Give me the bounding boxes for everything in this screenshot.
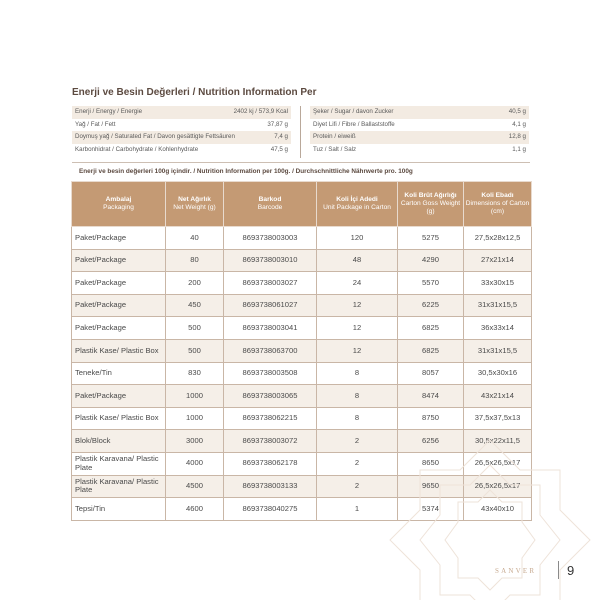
nutrition-row: Şeker / Sugar / davon Zucker 40,5 g: [310, 106, 529, 119]
cell-barcode: 8693738003508: [224, 362, 317, 385]
nutrition-table-left: [72, 106, 291, 156]
table-row: [72, 339, 532, 362]
table-row: [72, 385, 532, 408]
cell-barcode: 8693738063700: [224, 339, 317, 362]
cell-dimensions: 26,5x26,5x17: [464, 475, 532, 498]
cell-carton-weight: 6825: [398, 339, 464, 362]
cell-barcode: 8693738061027: [224, 294, 317, 317]
page-title: Enerji ve Besin Değerleri / Nutrition Information Per: [72, 87, 317, 98]
cell-packaging: Plastik Karavana/ Plastic Plate: [72, 452, 166, 475]
column-header-weight: Net Ağırlık Net Weight (g): [166, 182, 224, 227]
cell-packaging: Paket/Package: [72, 385, 166, 408]
cell-packaging: Paket/Package: [72, 272, 166, 295]
cell-barcode: 8693738003027: [224, 272, 317, 295]
cell-packaging: Paket/Package: [72, 294, 166, 317]
cell-packaging: Teneke/Tin: [72, 362, 166, 385]
cell-carton-weight: 8474: [398, 385, 464, 408]
cell-packaging: Tepsi/Tin: [72, 498, 166, 521]
cell-weight: 4500: [166, 475, 224, 498]
cell-units: 24: [317, 272, 398, 295]
table-row: [72, 227, 532, 250]
cell-dimensions: 26,5x26,5x17: [464, 452, 532, 475]
cell-weight: 3000: [166, 430, 224, 453]
cell-dimensions: 30,5x22x11,5: [464, 430, 532, 453]
table-row: [72, 362, 532, 385]
cell-packaging: Paket/Package: [72, 317, 166, 340]
table-row: [72, 294, 532, 317]
column-header-dimensions: Koli Ebadı Dimensions of Carton (cm): [464, 182, 532, 227]
nutrition-row: Diyet Lifi / Fibre / Ballaststoffe 4,1 g: [310, 119, 529, 132]
cell-carton-weight: 8750: [398, 407, 464, 430]
column-header-units: Koli İçi Adedi Unit Package in Carton: [317, 182, 398, 227]
cell-barcode: 8693738003133: [224, 475, 317, 498]
cell-barcode: 8693738003003: [224, 227, 317, 250]
cell-units: 12: [317, 294, 398, 317]
cell-dimensions: 31x31x15,5: [464, 294, 532, 317]
nutrition-note: Enerji ve besin değerleri 100g içindir. / Nutrition Information per 100g. / Durchschnittliche Nährwerte pro. 100g: [79, 168, 413, 175]
cell-weight: 200: [166, 272, 224, 295]
cell-dimensions: 37,5x37,5x13: [464, 407, 532, 430]
cell-carton-weight: 8057: [398, 362, 464, 385]
cell-dimensions: 43x40x10: [464, 498, 532, 521]
cell-units: 8: [317, 385, 398, 408]
cell-packaging: Plastik Karavana/ Plastic Plate: [72, 475, 166, 498]
section-divider: [72, 162, 530, 163]
footer-divider: [558, 561, 559, 579]
cell-packaging: Paket/Package: [72, 249, 166, 272]
cell-barcode: 8693738003041: [224, 317, 317, 340]
cell-dimensions: 27,5x28x12,5: [464, 227, 532, 250]
cell-packaging: Plastik Kase/ Plastic Box: [72, 339, 166, 362]
cell-weight: 1000: [166, 385, 224, 408]
cell-units: 12: [317, 317, 398, 340]
brand-name: SANVER: [495, 567, 537, 575]
cell-packaging: Blok/Block: [72, 430, 166, 453]
cell-weight: 1000: [166, 407, 224, 430]
cell-weight: 500: [166, 317, 224, 340]
cell-carton-weight: 5275: [398, 227, 464, 250]
cell-carton-weight: 4290: [398, 249, 464, 272]
cell-units: 120: [317, 227, 398, 250]
column-header-barcode: Barkod Barcode: [224, 182, 317, 227]
cell-weight: 500: [166, 339, 224, 362]
cell-barcode: 8693738062215: [224, 407, 317, 430]
cell-units: 2: [317, 430, 398, 453]
cell-dimensions: 36x33x14: [464, 317, 532, 340]
nutrition-row: Karbonhidrat / Carbohydrate / Kohlenhydrate 47,5 g: [72, 144, 291, 157]
nutrition-row: Yağ / Fat / Fett 37,87 g: [72, 119, 291, 132]
nutrition-table-right: [310, 106, 529, 156]
cell-weight: 4000: [166, 452, 224, 475]
cell-carton-weight: 6825: [398, 317, 464, 340]
cell-weight: 830: [166, 362, 224, 385]
cell-barcode: 8693738040275: [224, 498, 317, 521]
cell-units: 12: [317, 339, 398, 362]
table-row: [72, 317, 532, 340]
cell-weight: 40: [166, 227, 224, 250]
cell-units: 8: [317, 407, 398, 430]
cell-units: 8: [317, 362, 398, 385]
cell-dimensions: 43x21x14: [464, 385, 532, 408]
cell-carton-weight: 6225: [398, 294, 464, 317]
cell-weight: 450: [166, 294, 224, 317]
table-row: [72, 249, 532, 272]
cell-barcode: 8693738003072: [224, 430, 317, 453]
cell-units: 2: [317, 475, 398, 498]
cell-carton-weight: 8650: [398, 452, 464, 475]
table-row: [72, 272, 532, 295]
nutrition-row: Enerji / Energy / Energie 2402 kj / 573,9 Kcal: [72, 106, 291, 119]
cell-carton-weight: 6256: [398, 430, 464, 453]
nutrition-row: Protein / eiweiß 12,8 g: [310, 131, 529, 144]
cell-units: 48: [317, 249, 398, 272]
cell-carton-weight: 5570: [398, 272, 464, 295]
cell-dimensions: 27x21x14: [464, 249, 532, 272]
column-header-packaging: Ambalaj Packaging: [72, 182, 166, 227]
cell-weight: 4600: [166, 498, 224, 521]
cell-barcode: 8693738003065: [224, 385, 317, 408]
cell-units: 1: [317, 498, 398, 521]
cell-dimensions: 30,5x30x16: [464, 362, 532, 385]
nutrition-row: Tuz / Salt / Salz 1,1 g: [310, 144, 529, 157]
table-header-row: [72, 182, 532, 227]
cell-barcode: 8693738003010: [224, 249, 317, 272]
page-number: 9: [567, 563, 575, 578]
cell-dimensions: 31x31x15,5: [464, 339, 532, 362]
cell-carton-weight: 5374: [398, 498, 464, 521]
cell-barcode: 8693738062178: [224, 452, 317, 475]
cell-weight: 80: [166, 249, 224, 272]
column-header-carton-weight: Koli Brüt Ağırlığı Carton Goss Weight (g): [398, 182, 464, 227]
nutrition-row: Doymuş yağ / Saturated Fat / Davon gesättigte Fettsäuren 7,4 g: [72, 131, 291, 144]
cell-packaging: Plastik Kase/ Plastic Box: [72, 407, 166, 430]
nutrition-divider: [300, 106, 301, 158]
cell-units: 2: [317, 452, 398, 475]
cell-carton-weight: 9650: [398, 475, 464, 498]
cell-dimensions: 33x30x15: [464, 272, 532, 295]
cell-packaging: Paket/Package: [72, 227, 166, 250]
